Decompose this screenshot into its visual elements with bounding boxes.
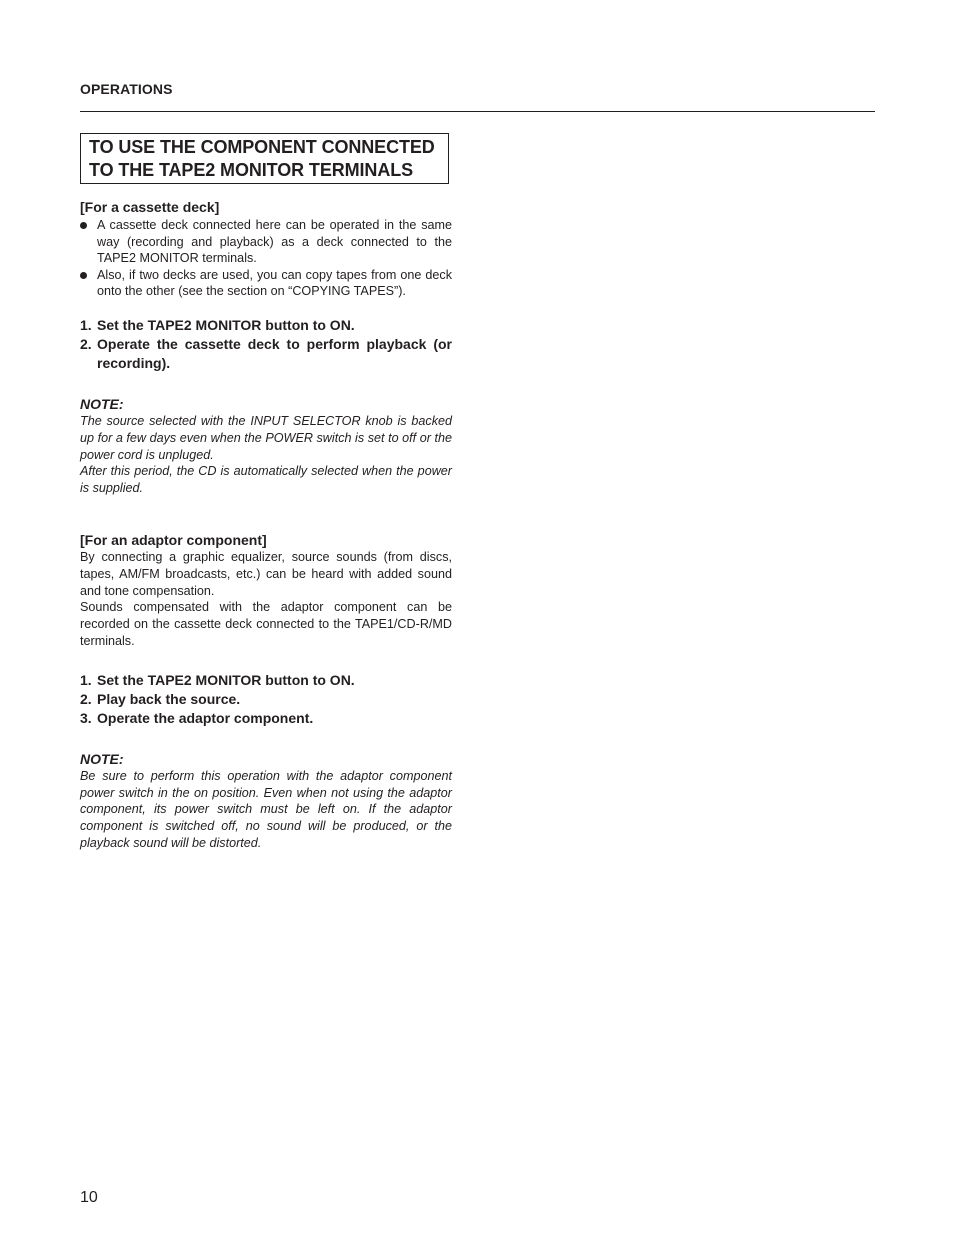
section-title-line-1: TO USE THE COMPONENT CONNECTED	[89, 137, 435, 157]
step-text: Set the TAPE2 MONITOR button to ON.	[97, 316, 355, 333]
page-number: 10	[80, 1189, 98, 1206]
cassette-note-paragraph: After this period, the CD is automatically selected when the power is supplied.	[80, 464, 452, 496]
step-item	[80, 709, 452, 728]
adaptor-paragraph: By connecting a graphic equalizer, source sounds (from discs, tapes, AM/FM broadcasts, etc.) can be heard with added sound and tone compensation.	[80, 549, 452, 598]
step-text: Operate the cassette deck to perform playback (or recording).	[97, 335, 452, 371]
bullet-text: A cassette deck connected here can be operated in the same way (recording and playback) as a deck connected to the TAPE2 MONITOR terminals.	[97, 218, 452, 266]
section-title-box	[80, 133, 449, 184]
bullet-text: Also, if two decks are used, you can copy tapes from one deck onto the other (see the section on “COPYING TAPES”).	[97, 267, 452, 299]
step-number: 3.	[80, 709, 92, 726]
step-number: 2.	[80, 335, 92, 352]
step-text: Set the TAPE2 MONITOR button to ON.	[97, 671, 355, 688]
step-text: Operate the adaptor component.	[97, 709, 314, 726]
cassette-deck-steps	[80, 316, 452, 373]
step-number: 1.	[80, 671, 92, 688]
cassette-note-heading: NOTE:	[80, 395, 124, 412]
adaptor-component-heading: [For an adaptor component]	[80, 531, 267, 548]
step-number: 1.	[80, 316, 92, 333]
step-item	[80, 335, 452, 373]
cassette-deck-bullets	[80, 217, 452, 300]
cassette-deck-heading: [For a cassette deck]	[80, 199, 220, 215]
bullet-dot-icon	[80, 222, 87, 229]
bullet-item	[80, 267, 452, 300]
step-number: 2.	[80, 690, 92, 707]
header-divider	[80, 111, 875, 112]
bullet-item	[80, 217, 452, 267]
cassette-note-paragraph: The source selected with the INPUT SELECTOR knob is backed up for a few days even when the POWER switch is set to off or the power cord is unpluged.	[80, 413, 452, 462]
step-item	[80, 690, 452, 709]
main-column	[80, 133, 452, 852]
adaptor-note-heading: NOTE:	[80, 750, 124, 767]
adaptor-note-paragraph: Be sure to perform this operation with the adaptor component power switch in the on position. Even when not using the adaptor component, its power switch must be left on. If the adaptor component is switched off, no sound will be produced, or the playback sound will be distorted.	[80, 768, 452, 850]
step-text: Play back the source.	[97, 690, 241, 707]
bullet-dot-icon	[80, 272, 87, 279]
adaptor-paragraph: Sounds compensated with the adaptor component can be recorded on the cassette deck connected to the TAPE1/CD-R/MD terminals.	[80, 600, 452, 648]
step-item	[80, 671, 452, 690]
section-title-line-2: TO THE TAPE2 MONITOR TERMINALS	[89, 160, 414, 180]
step-item	[80, 316, 452, 335]
adaptor-component-steps	[80, 671, 452, 728]
section-label: OPERATIONS	[80, 81, 173, 97]
